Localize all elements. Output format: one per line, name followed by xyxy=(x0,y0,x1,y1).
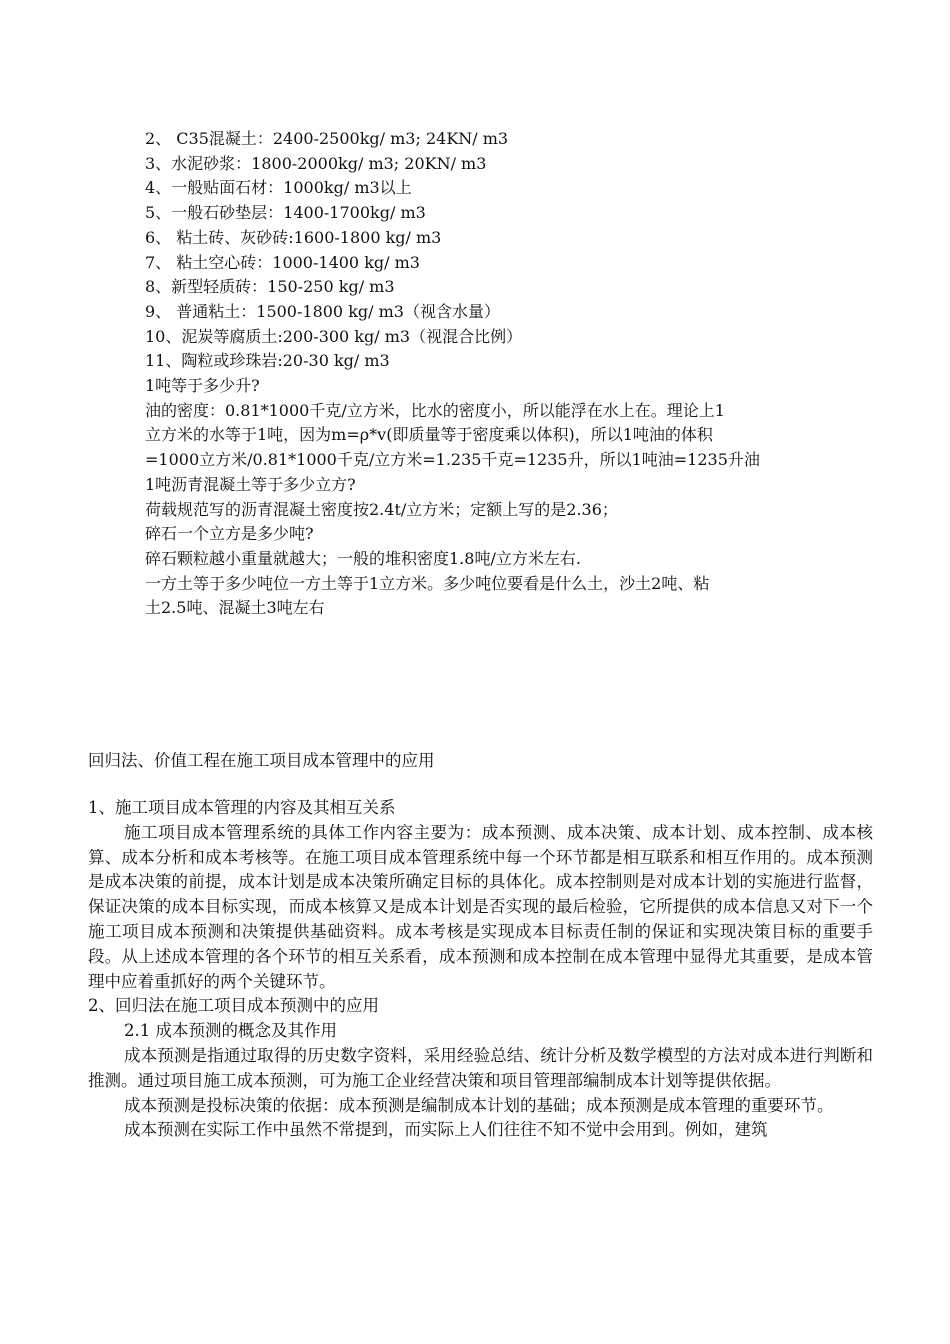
list-item: 8、新型轻质砖：150-250 kg/ m3 xyxy=(145,277,395,297)
paragraph: 成本预测在实际工作中虽然不常提到，而实际上人们往往不知不觉中会用到。例如，建筑 xyxy=(124,1120,768,1140)
list-item: 4、一般贴面石材：1000kg/ m3以上 xyxy=(145,178,412,198)
qa-line: 1吨沥青混凝土等于多少立方? xyxy=(145,474,356,494)
subsection-heading: 2.1 成本预测的概念及其作用 xyxy=(124,1021,337,1041)
qa-line: =1000立方米/0.81*1000千克/立方米=1.235千克=1235升，所以1吨油=1235升油 xyxy=(145,450,760,470)
section-heading: 2、回归法在施工项目成本预测中的应用 xyxy=(88,996,379,1016)
qa-line: 碎石一个立方是多少吨? xyxy=(145,524,314,544)
paragraph: 施工项目成本管理系统的具体工作内容主要为：成本预测、成本决策、成本计划、成本控制、成本核算、成本分析和成本考核等。在施工项目成本管理系统中每一个环节都是相互联系和相互作用的。成本预测是成本决策的前提，成本计划是成本决策所确定目标的具体化。成本控制则是对成本计划的实施进行监督，保证决策的成本目标实现，而成本核算又是成本计划是否实现的最后检验，它所提供的成本信息又对下一个施工项目成本预测和决策提供基础资料。成本考核是实现成本目标责任制的保证和实现决策目标的重要手段。从上述成本管理的各个环节的相互关系看，成本预测和成本控制在成本管理中显得尤其重要，是成本管理中应着重抓好的两个关键环节。 xyxy=(88,822,873,991)
list-item: 9、 普通粘土：1500-1800 kg/ m3（视含水量） xyxy=(145,301,500,321)
list-item: 5、一般石砂垫层：1400-1700kg/ m3 xyxy=(145,203,426,223)
qa-line: 油的密度：0.81*1000千克/立方米，比水的密度小，所以能浮在水上在。理论上1 xyxy=(145,400,725,420)
paragraph: 成本预测是投标决策的依据：成本预测是编制成本计划的基础；成本预测是成本管理的重要环节。 xyxy=(124,1095,834,1115)
article-title: 回归法、价值工程在施工项目成本管理中的应用 xyxy=(88,751,435,770)
list-item: 11、陶粒或珍珠岩:20-30 kg/ m3 xyxy=(145,351,390,371)
qa-line: 荷载规范写的沥青混凝土密度按2.4t/立方米；定额上写的是2.36； xyxy=(145,499,618,519)
qa-line: 立方米的水等于1吨，因为m=ρ*v(即质量等于密度乘以体积)，所以1吨油的体积 xyxy=(145,425,713,445)
list-item: 10、泥炭等腐质土:200-300 kg/ m3（视混合比例） xyxy=(145,326,523,346)
list-item: 6、 粘土砖、灰砂砖:1600-1800 kg/ m3 xyxy=(145,227,442,247)
qa-line: 土2.5吨、混凝土3吨左右 xyxy=(145,598,325,618)
list-item: 7、 粘土空心砖：1000-1400 kg/ m3 xyxy=(145,252,420,272)
section-heading: 1、施工项目成本管理的内容及其相互关系 xyxy=(88,798,396,817)
qa-line: 碎石颗粒越小重量就越大；一般的堆积密度1.8吨/立方米左右. xyxy=(145,548,581,568)
qa-line: 一方土等于多少吨位一方土等于1立方米。多少吨位要看是什么土，沙土2吨、粘 xyxy=(145,573,710,593)
article-body xyxy=(88,796,873,1143)
paragraph: 成本预测是指通过取得的历史数字资料，采用经验总结、统计分析及数学模型的方法对成本进行判断和推测。通过项目施工成本预测，可为施工企业经营决策和项目管理部编制成本计划等提供依据。 xyxy=(88,1045,873,1090)
list-item: 2、 C35混凝土：2400-2500kg/ m3; 24KN/ m3 xyxy=(145,129,509,148)
density-list xyxy=(145,127,825,621)
qa-line: 1吨等于多少升? xyxy=(145,376,260,396)
list-item: 3、水泥砂浆：1800-2000kg/ m3; 20KN/ m3 xyxy=(145,153,487,173)
